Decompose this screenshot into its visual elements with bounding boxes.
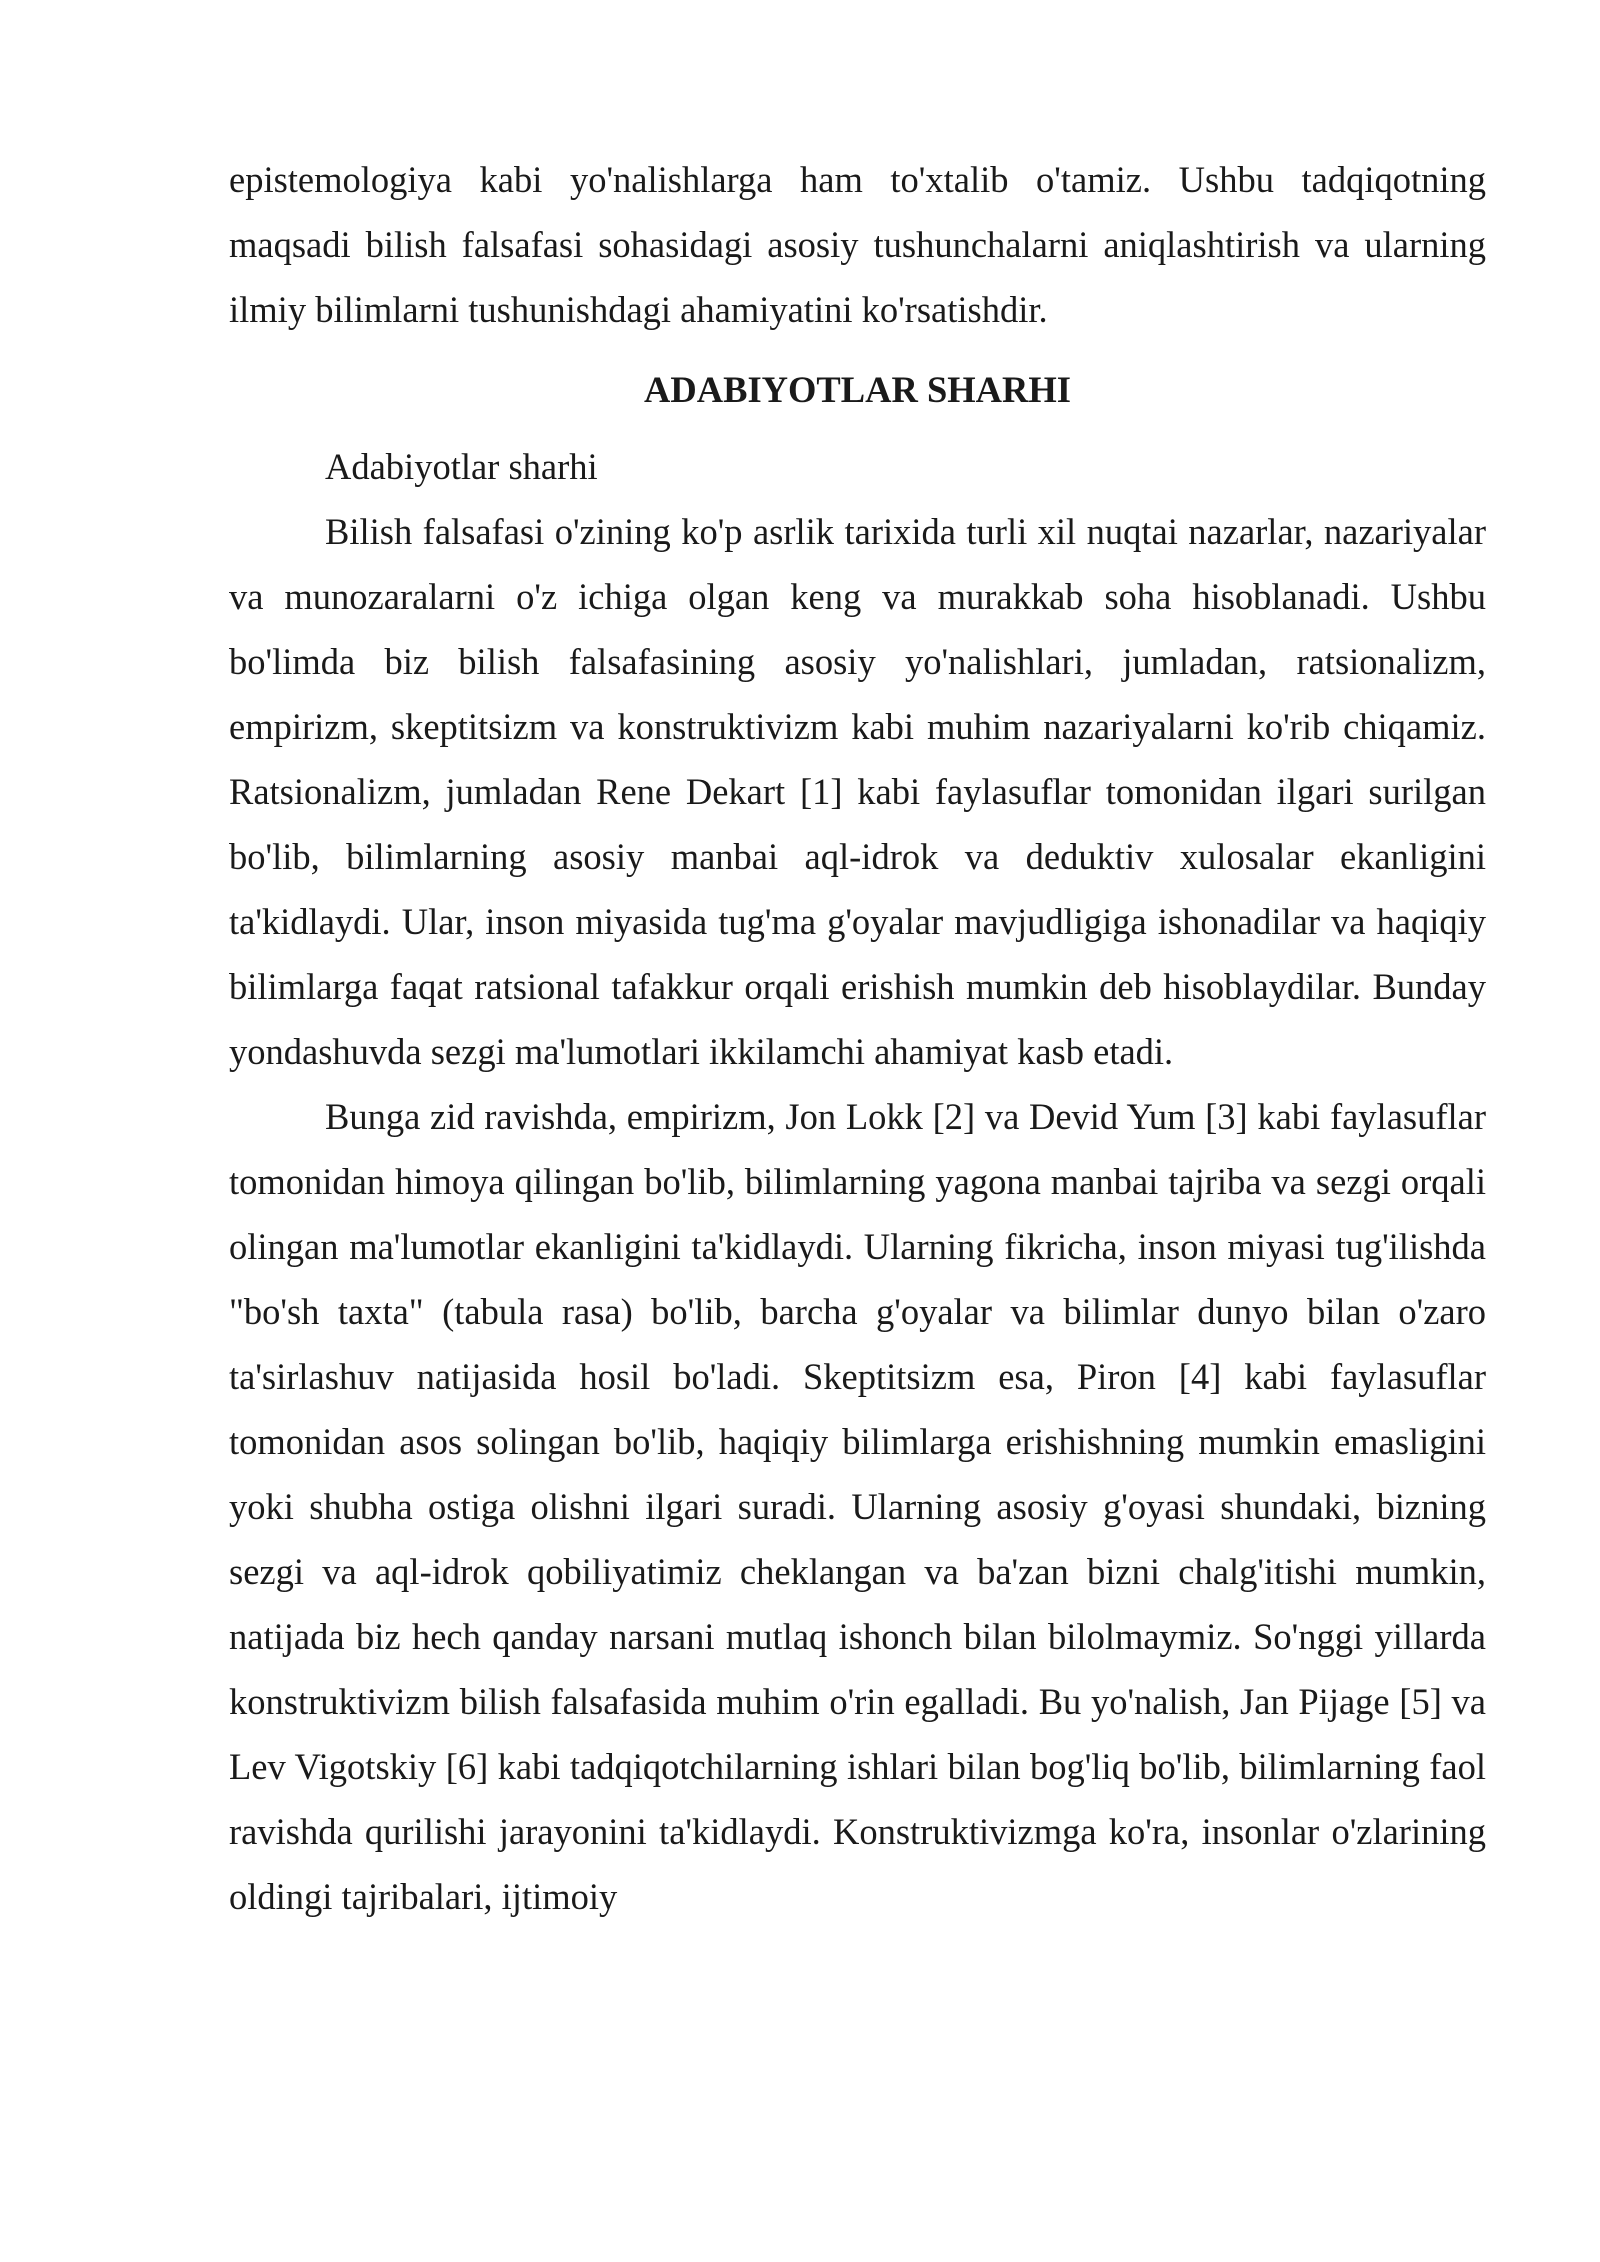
document-page xyxy=(229,147,1486,1929)
body-paragraph-1: Bilish falsafasi o'zining ko'p asrlik tarixida turli xil nuqtai nazarlar, nazariyalar va munozaralarni o'z ichiga olgan keng va murakkab soha hisoblanadi. Ushbu bo'limda biz bilish falsafasining asosiy yo'nalishlari, jumladan, ratsionalizm, empirizm, skeptitsizm va konstruktivizm kabi muhim nazariyalarni ko'rib chiqamiz. Ratsionalizm, jumladan Rene Dekart [1] kabi faylasuflar tomonidan ilgari surilgan bo'lib, bilimlarning asosiy manbai aql-idrok va deduktiv xulosalar ekanligini ta'kidlaydi. Ular, inson miyasida tug'ma g'oyalar mavjudligiga ishonadilar va haqiqiy bilimlarga faqat ratsional tafakkur orqali erishish mumkin deb hisoblaydilar. Bunday yondashuvda sezgi ma'lumotlari ikkilamchi ahamiyat kasb etadi. xyxy=(229,511,1486,1072)
section-heading: ADABIYOTLAR SHARHI xyxy=(644,369,1071,410)
section-subtitle: Adabiyotlar sharhi xyxy=(325,446,598,487)
intro-paragraph: epistemologiya kabi yo'nalishlarga ham to'xtalib o'tamiz. Ushbu tadqiqotning maqsadi bilish falsafasi sohasidagi asosiy tushunchalarni aniqlashtirish va ularning ilmiy bilimlarni tushunishdagi ahamiyatini ko'rsatishdir. xyxy=(229,159,1486,330)
body-paragraph-2: Bunga zid ravishda, empirizm, Jon Lokk [2] va Devid Yum [3] kabi faylasuflar tomonidan himoya qilingan bo'lib, bilimlarning yagona manbai tajriba va sezgi orqali olingan ma'lumotlar ekanligini ta'kidlaydi. Ularning fikricha, inson miyasi tug'ilishda "bo'sh taxta" (tabula rasa) bo'lib, barcha g'oyalar va bilimlar dunyo bilan o'zaro ta'sirlashuv natijasida hosil bo'ladi. Skeptitsizm esa, Piron [4] kabi faylasuflar tomonidan asos solingan bo'lib, haqiqiy bilimlarga erishishning mumkin emasligini yoki shubha ostiga olishni ilgari suradi. Ularning asosiy g'oyasi shundaki, bizning sezgi va aql-idrok qobiliyatimiz cheklangan va ba'zan bizni chalg'itishi mumkin, natijada biz hech qanday narsani mutlaq ishonch bilan bilolmaymiz. So'nggi yillarda konstruktivizm bilish falsafasida muhim o'rin egalladi. Bu yo'nalish, Jan Pijage [5] va Lev Vigotskiy [6] kabi tadqiqotchilarning ishlari bilan bog'liq bo'lib, bilimlarning faol ravishda qurilishi jarayonini ta'kidlaydi. Konstruktivizmga ko'ra, insonlar o'zlarining oldingi tajribalari, ijtimoiy xyxy=(229,1096,1486,1917)
